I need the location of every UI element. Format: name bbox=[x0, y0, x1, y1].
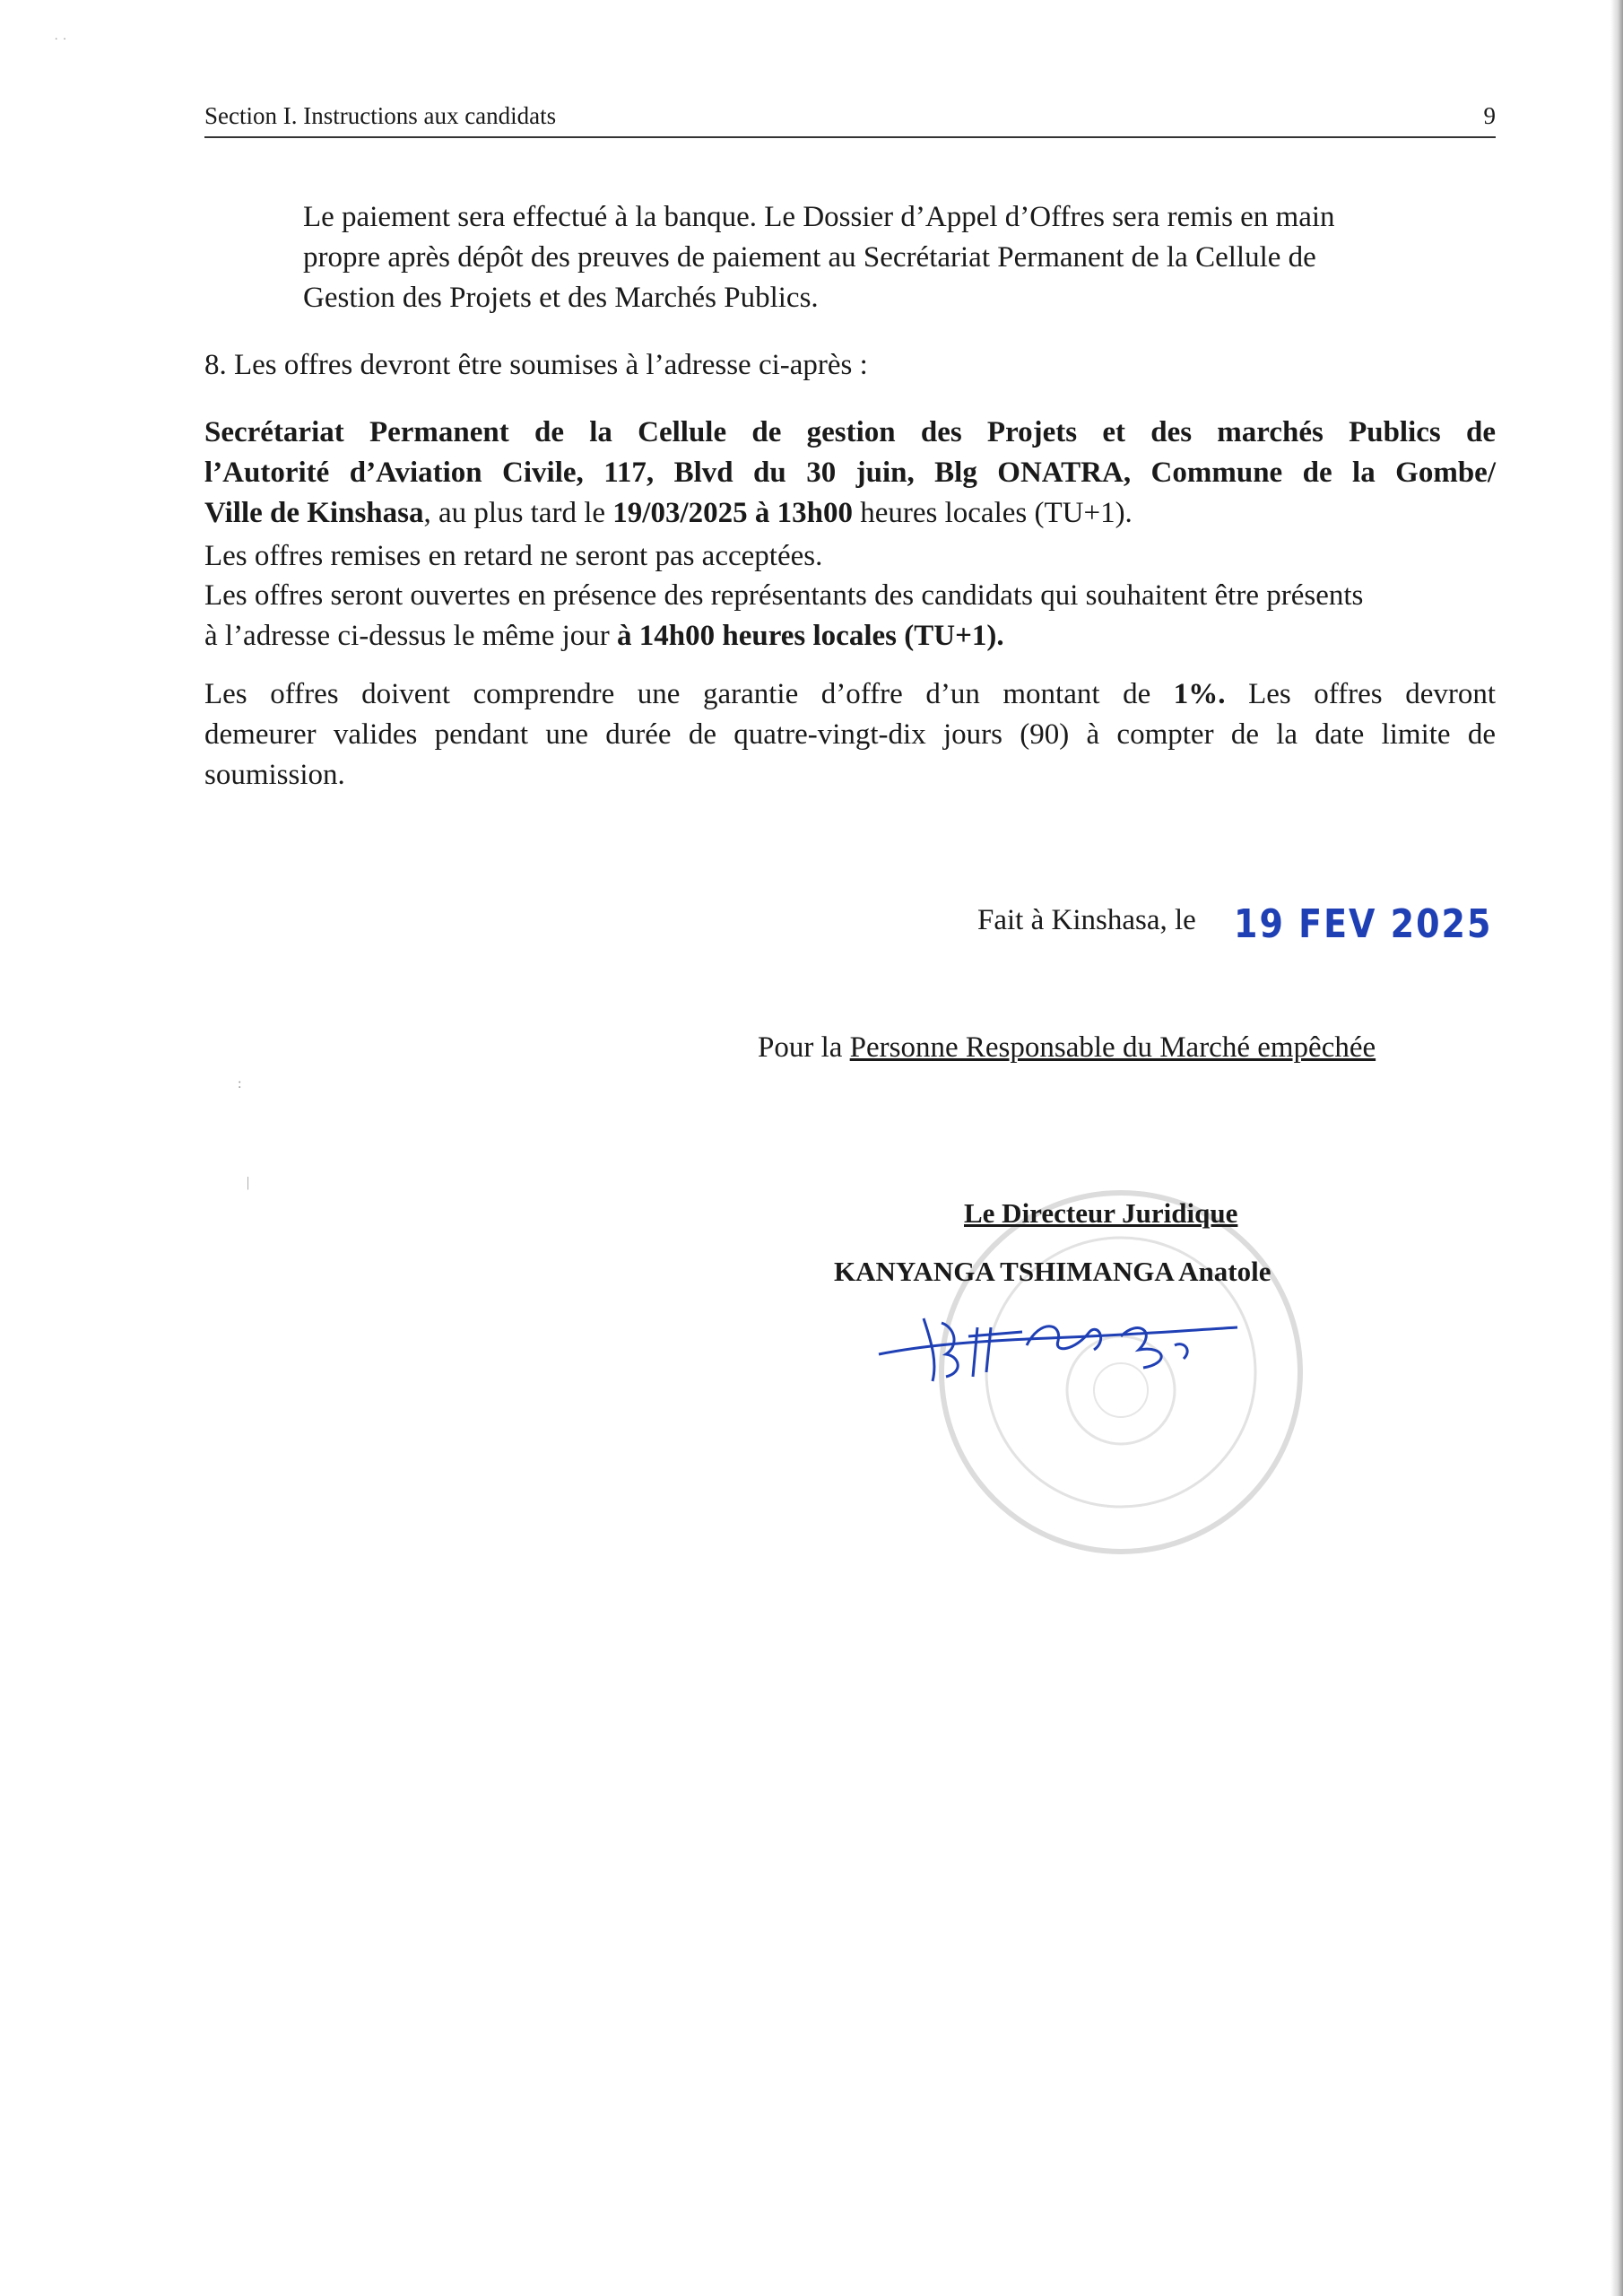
opening-paragraph bbox=[204, 576, 1496, 657]
director-name: KANYANGA TSHIMANGA Anatole bbox=[834, 1256, 1271, 1287]
guarantee-line: demeurer valides pendant une durée de quatre-vingt-dix jours (90) à compter de la date limite de bbox=[204, 718, 1496, 751]
submission-address bbox=[204, 413, 1496, 534]
director-title: Le Directeur Juridique bbox=[964, 1197, 1238, 1229]
opening-prefix: à l’adresse ci-dessus le même jour bbox=[204, 620, 618, 652]
place-date-label: Fait à Kinshasa, le bbox=[977, 904, 1196, 936]
item-8-heading: 8. Les offres devront être soumises à l’adresse ci-après : bbox=[204, 349, 868, 381]
page-header bbox=[204, 100, 1496, 138]
late-notice: Les offres remises en retard ne seront pas acceptées. bbox=[204, 540, 823, 572]
deadline-date: 19/03/2025 bbox=[612, 497, 748, 529]
guarantee-line bbox=[204, 674, 1496, 715]
page-number: 9 bbox=[1483, 102, 1496, 129]
scan-artifact: ˙ ˙ bbox=[54, 36, 67, 51]
section-title: Section I. Instructions aux candidats bbox=[204, 102, 557, 129]
guarantee-suffix: Les offres devront bbox=[1225, 678, 1497, 710]
deadline-at: à bbox=[747, 497, 777, 529]
payment-line: Gestion des Projets et des Marchés Publics. bbox=[303, 282, 819, 314]
address-line: l’Autorité d’Aviation Civile, 117, Blvd du 30 juin, Blg ONATRA, Commune de la Gombe/ bbox=[204, 457, 1496, 489]
opening-line: Les offres seront ouvertes en présence des représentants des candidats qui souhaitent être présents bbox=[204, 579, 1364, 612]
deadline-prefix: , au plus tard le bbox=[423, 497, 613, 529]
responsible-person-role: Personne Responsable du Marché empêchée bbox=[849, 1031, 1376, 1064]
opening-time: à 14h00 heures locales (TU+1). bbox=[617, 620, 1004, 652]
on-behalf-line bbox=[758, 1031, 1376, 1065]
on-behalf-prefix: Pour la bbox=[758, 1031, 850, 1064]
guarantee-prefix: Les offres doivent comprendre une garantie d’offre d’un montant de bbox=[204, 678, 1174, 710]
payment-line: propre après dépôt des preuves de paiement au Secrétariat Permanent de la Cellule de bbox=[303, 241, 1316, 274]
deadline-suffix: heures locales (TU+1). bbox=[852, 497, 1133, 529]
address-city: Ville de Kinshasa bbox=[204, 497, 424, 529]
deadline-line bbox=[204, 493, 1496, 534]
guarantee-amount: 1%. bbox=[1173, 678, 1226, 710]
payment-line: Le paiement sera effectué à la banque. Le Dossier d’Appel d’Offres sera remis en main bbox=[303, 201, 1335, 233]
payment-paragraph bbox=[303, 197, 1496, 318]
page-edge-shadow bbox=[1610, 0, 1623, 2296]
guarantee-paragraph bbox=[204, 674, 1496, 796]
handwritten-signature bbox=[870, 1292, 1246, 1399]
deadline-time: 13h00 bbox=[777, 497, 853, 529]
address-line: Secrétariat Permanent de la Cellule de gestion des Projets et des marchés Publics de bbox=[204, 416, 1496, 448]
scan-artifact: | bbox=[247, 1175, 250, 1190]
date-stamp: 19 FEV 2025 bbox=[1234, 900, 1493, 947]
opening-line bbox=[204, 616, 1496, 657]
scan-artifact: : bbox=[238, 1076, 242, 1091]
guarantee-line: soumission. bbox=[204, 759, 345, 791]
